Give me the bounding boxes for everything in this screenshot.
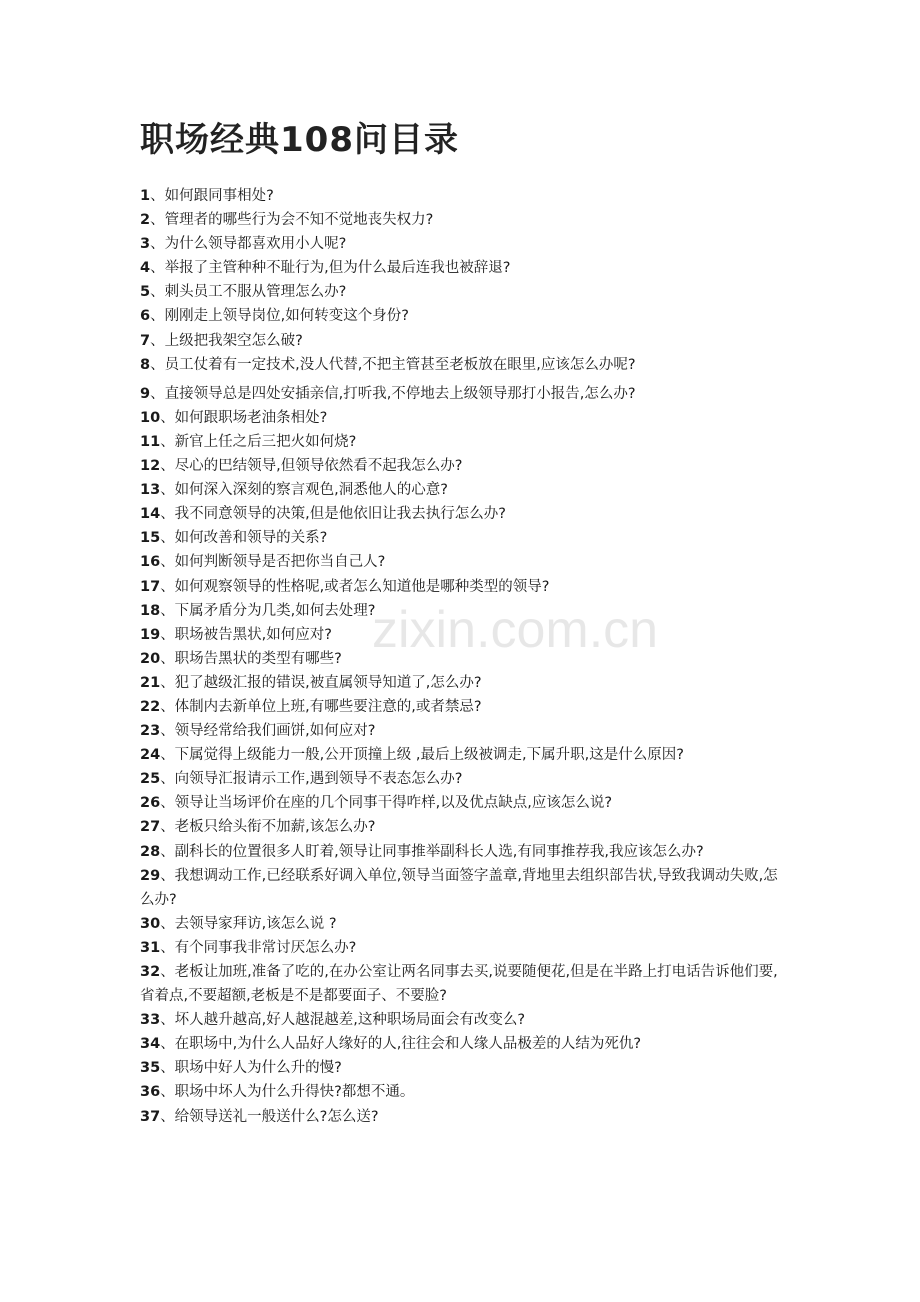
toc-item-text: 、员工仗着有一定技术,没人代替,不把主管甚至老板放在眼里,应该怎么办呢? bbox=[150, 356, 636, 373]
toc-item-number: 24 bbox=[140, 747, 161, 764]
toc-item-number: 36 bbox=[140, 1084, 161, 1101]
toc-item-text: 、下属矛盾分为几类,如何去处理? bbox=[160, 602, 376, 619]
watermark: zixin.com.cn bbox=[372, 601, 659, 659]
toc-item bbox=[140, 232, 788, 256]
toc-item-number: 25 bbox=[140, 771, 161, 788]
toc-item-number: 6 bbox=[140, 308, 151, 325]
toc-item-number: 13 bbox=[140, 482, 161, 499]
toc-item bbox=[140, 1080, 788, 1104]
toc-item-number: 18 bbox=[140, 602, 161, 619]
toc-item-text: 、下属觉得上级能力一般,公开顶撞上级 ,最后上级被调走,下属升职,这是什么原因? bbox=[160, 747, 684, 764]
toc-item bbox=[140, 526, 788, 550]
toc-item-text: 、如何判断领导是否把你当自己人? bbox=[160, 554, 386, 571]
toc-item-number: 19 bbox=[140, 626, 161, 643]
toc-item bbox=[140, 208, 788, 232]
toc-item-number: 28 bbox=[140, 843, 161, 860]
toc-item-text: 、体制内去新单位上班,有哪些要注意的,或者禁忌? bbox=[160, 698, 482, 715]
toc-item bbox=[140, 1105, 788, 1129]
toc-item-number: 17 bbox=[140, 578, 161, 595]
toc-item-number: 27 bbox=[140, 819, 161, 836]
toc-item-text: 、职场被告黑状,如何应对? bbox=[160, 626, 332, 643]
toc-item-text: 、如何改善和领导的关系? bbox=[160, 530, 328, 547]
toc-item-text: 、新官上任之后三把火如何烧? bbox=[160, 433, 357, 450]
toc-item-number: 7 bbox=[140, 332, 151, 349]
toc-item bbox=[140, 575, 788, 599]
toc-item-text: 、领导经常给我们画饼,如何应对? bbox=[160, 723, 376, 740]
toc-item-number: 8 bbox=[140, 356, 151, 373]
toc-item bbox=[140, 280, 788, 304]
toc-item-text: 、去领导家拜访,该怎么说 ? bbox=[160, 915, 337, 932]
toc-item-text: 、刚刚走上领导岗位,如何转变这个身份? bbox=[150, 308, 409, 325]
toc-item-text: 、犯了越级汇报的错误,被直属领导知道了,怎么办? bbox=[160, 674, 482, 691]
toc-item-number: 11 bbox=[140, 433, 161, 450]
toc-item bbox=[140, 1008, 788, 1032]
table-of-contents bbox=[140, 184, 788, 1129]
toc-item bbox=[140, 671, 788, 695]
toc-item bbox=[140, 454, 788, 478]
toc-item bbox=[140, 382, 788, 406]
toc-item-number: 2 bbox=[140, 212, 151, 229]
toc-item bbox=[140, 502, 788, 526]
toc-item-number: 21 bbox=[140, 674, 161, 691]
toc-item-text: 、如何深入深刻的察言观色,洞悉他人的心意? bbox=[160, 482, 448, 499]
toc-item-text: 、给领导送礼一般送什么?怎么送? bbox=[160, 1108, 379, 1125]
toc-item bbox=[140, 550, 788, 574]
document-title: 职场经典108问目录 bbox=[140, 120, 459, 160]
toc-item-text: 、如何跟职场老油条相处? bbox=[160, 409, 328, 426]
toc-item-text: 、刺头员工不服从管理怎么办? bbox=[150, 284, 347, 301]
toc-item-text: 、我不同意领导的决策,但是他依旧让我去执行怎么办? bbox=[160, 506, 506, 523]
toc-item bbox=[140, 1032, 788, 1056]
toc-item bbox=[140, 840, 788, 864]
toc-item bbox=[140, 304, 788, 328]
toc-item-number: 5 bbox=[140, 284, 151, 301]
toc-item-number: 23 bbox=[140, 723, 161, 740]
toc-item-text: 、我想调动工作,已经联系好调入单位,领导当面签字盖章,背地里去组织部告状,导致我调动失败,怎么办? bbox=[140, 867, 778, 908]
toc-item bbox=[140, 960, 788, 1008]
toc-item bbox=[140, 647, 788, 671]
toc-item-text: 、如何观察领导的性格呢,或者怎么知道他是哪种类型的领导? bbox=[160, 578, 550, 595]
toc-item-text: 、为什么领导都喜欢用小人呢? bbox=[150, 236, 347, 253]
toc-item-text: 、向领导汇报请示工作,遇到领导不表态怎么办? bbox=[160, 771, 463, 788]
toc-item-text: 、举报了主管种种不耻行为,但为什么最后连我也被辞退? bbox=[150, 260, 511, 277]
toc-item-number: 14 bbox=[140, 506, 161, 523]
toc-item-number: 20 bbox=[140, 650, 161, 667]
toc-item-number: 30 bbox=[140, 915, 161, 932]
toc-item-number: 15 bbox=[140, 530, 161, 547]
toc-item bbox=[140, 623, 788, 647]
toc-item bbox=[140, 184, 788, 208]
toc-item bbox=[140, 478, 788, 502]
toc-item-text: 、老板让加班,准备了吃的,在办公室让两名同事去买,说要随便花,但是在半路上打电话告诉他们要,省着点,不要超额,老板是不是都要面子、不要脸? bbox=[140, 964, 778, 1005]
toc-item bbox=[140, 767, 788, 791]
toc-item bbox=[140, 719, 788, 743]
toc-item bbox=[140, 1056, 788, 1080]
toc-item bbox=[140, 695, 788, 719]
toc-item-text: 、坏人越升越高,好人越混越差,这种职场局面会有改变么? bbox=[160, 1012, 526, 1029]
toc-item-text: 、管理者的哪些行为会不知不觉地丧失权力? bbox=[150, 212, 434, 229]
toc-item-number: 34 bbox=[140, 1036, 161, 1053]
toc-item-number: 31 bbox=[140, 939, 161, 956]
toc-item bbox=[140, 256, 788, 280]
toc-item-text: 、职场告黑状的类型有哪些? bbox=[160, 650, 342, 667]
toc-item-number: 22 bbox=[140, 698, 161, 715]
toc-item bbox=[140, 329, 788, 353]
toc-item-number: 9 bbox=[140, 385, 151, 402]
toc-item-number: 12 bbox=[140, 458, 161, 475]
toc-item bbox=[140, 599, 788, 623]
toc-item-text: 、在职场中,为什么人品好人缘好的人,往往会和人缘人品极差的人结为死仇? bbox=[160, 1036, 642, 1053]
toc-item-text: 、有个同事我非常讨厌怎么办? bbox=[160, 939, 357, 956]
toc-item-text: 、职场中好人为什么升的慢? bbox=[160, 1060, 342, 1077]
toc-item-number: 26 bbox=[140, 795, 161, 812]
toc-item-number: 37 bbox=[140, 1108, 161, 1125]
toc-item bbox=[140, 791, 788, 815]
toc-item-text: 、职场中坏人为什么升得快?都想不通。 bbox=[160, 1084, 415, 1101]
toc-item-number: 4 bbox=[140, 260, 151, 277]
toc-item-number: 16 bbox=[140, 554, 161, 571]
toc-item bbox=[140, 912, 788, 936]
toc-item-text: 、直接领导总是四处安插亲信,打听我,不停地去上级领导那打小报告,怎么办? bbox=[150, 385, 636, 402]
toc-item-text: 、领导让当场评价在座的几个同事干得咋样,以及优点缺点,应该怎么说? bbox=[160, 795, 613, 812]
toc-item-number: 35 bbox=[140, 1060, 161, 1077]
toc-item-text: 、如何跟同事相处? bbox=[150, 188, 274, 204]
toc-item bbox=[140, 864, 788, 912]
toc-item-text: 、尽心的巴结领导,但领导依然看不起我怎么办? bbox=[160, 458, 463, 475]
toc-item-number: 32 bbox=[140, 964, 161, 980]
toc-item-number: 33 bbox=[140, 1012, 161, 1029]
toc-item-number: 29 bbox=[140, 867, 161, 884]
toc-item bbox=[140, 815, 788, 839]
toc-item bbox=[140, 406, 788, 430]
toc-item-number: 10 bbox=[140, 409, 161, 426]
toc-item bbox=[140, 743, 788, 767]
toc-item-number: 3 bbox=[140, 236, 151, 253]
toc-item bbox=[140, 430, 788, 454]
toc-item-number: 1 bbox=[140, 188, 151, 204]
toc-item bbox=[140, 353, 788, 377]
toc-item-text: 、老板只给头衔不加薪,该怎么办? bbox=[160, 819, 376, 836]
toc-item-text: 、副科长的位置很多人盯着,领导让同事推举副科长人选,有同事推荐我,我应该怎么办? bbox=[160, 843, 704, 860]
toc-item-text: 、上级把我架空怎么破? bbox=[150, 332, 303, 349]
toc-item bbox=[140, 936, 788, 960]
